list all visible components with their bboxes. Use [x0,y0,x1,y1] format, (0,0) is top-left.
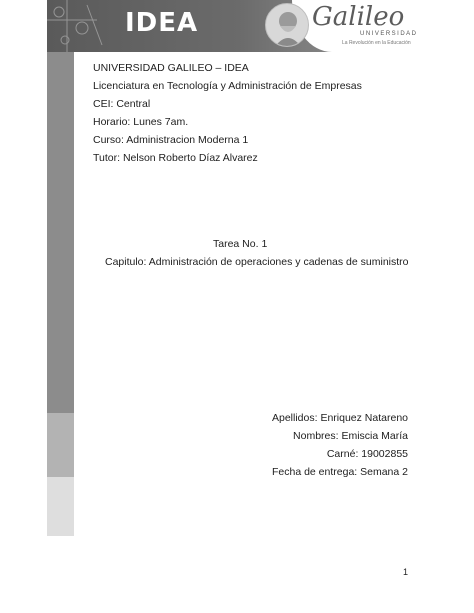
course-line: Curso: Administracion Moderna 1 [93,134,249,146]
university-name: UNIVERSIDAD GALILEO – IDEA [93,62,249,74]
side-bar-light [47,477,74,536]
due-date: Fecha de entrega: Semana 2 [271,466,408,478]
idea-logo: IDEA [125,8,199,38]
side-bar-mid [47,413,74,477]
student-surnames: Apellidos: Enriquez Natareno [272,412,408,424]
cei-line: CEI: Central [93,98,151,110]
tutor-line: Tutor: Nelson Roberto Díaz Alvarez [93,152,258,164]
degree-line: Licenciatura en Tecnología y Administración de Empresas [93,80,362,92]
side-bar-dark [47,52,74,413]
galileo-logo-text: Galileo [312,2,405,32]
galileo-portrait-icon [265,3,309,47]
schedule-line: Horario: Lunes 7am. [93,116,189,128]
circuit-pattern [47,0,107,52]
assignment-title: Tarea No. 1 [213,238,268,250]
galileo-subtitle: UNIVERSIDAD [360,31,418,37]
galileo-tagline: La Revolución en la Educación [342,40,411,46]
page-number: 1 [403,567,409,577]
assignment-chapter: Capitulo: Administración de operaciones y cadenas de suministro [105,256,409,268]
student-names: Nombres: Emiscia María [293,430,408,442]
student-id: Carné: 19002855 [326,448,408,460]
